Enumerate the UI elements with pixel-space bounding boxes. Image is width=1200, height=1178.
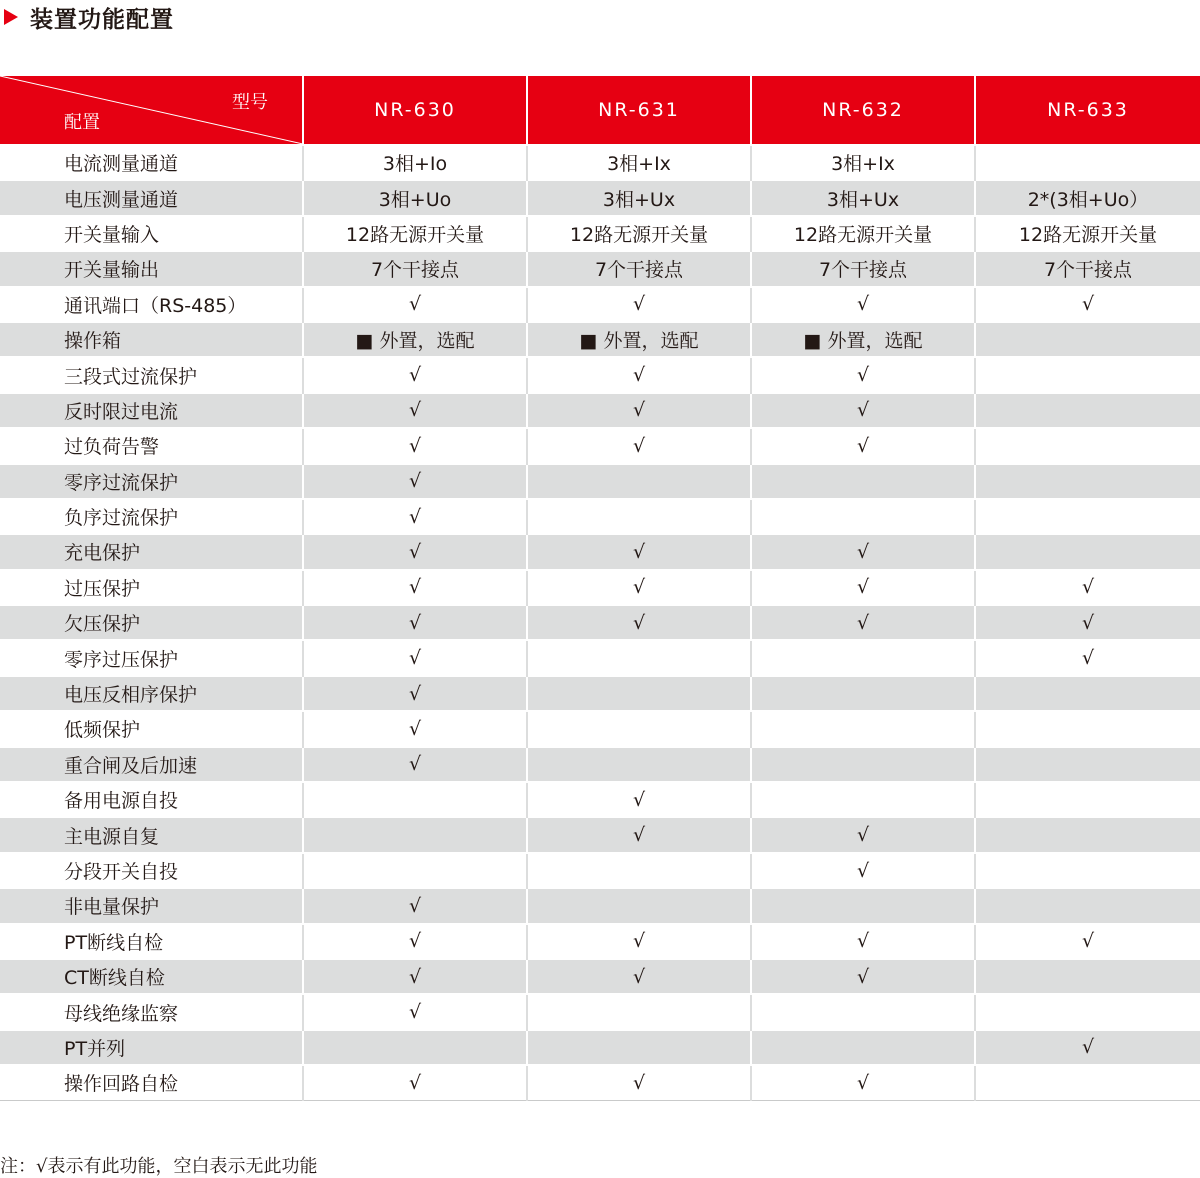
row-cell-nr633: √ (975, 605, 1200, 640)
row-cell-nr630: √ (303, 287, 527, 322)
row-cell-nr632: 7个干接点 (751, 251, 975, 286)
row-cell-nr631: 3相+Ux (527, 180, 751, 215)
row-cell-nr633: √ (975, 640, 1200, 675)
row-cell-nr631: √ (527, 1065, 751, 1100)
row-feature-label: 主电源自复 (0, 817, 303, 852)
row-cell-nr631: √ (527, 393, 751, 428)
row-cell-nr631: √ (527, 534, 751, 569)
row-cell-nr632: ■ 外置，选配 (751, 322, 975, 357)
row-cell-nr632 (751, 464, 975, 499)
row-cell-nr631 (527, 499, 751, 534)
row-feature-label: PT并列 (0, 1030, 303, 1065)
row-cell-nr630: √ (303, 393, 527, 428)
section-title (0, 0, 174, 34)
row-feature-label: 零序过流保护 (0, 464, 303, 499)
row-feature-label: 充电保护 (0, 534, 303, 569)
row-cell-nr633: 7个干接点 (975, 251, 1200, 286)
row-cell-nr631 (527, 853, 751, 888)
row-feature-label: 备用电源自投 (0, 782, 303, 817)
row-feature-label: 操作箱 (0, 322, 303, 357)
row-cell-nr631: √ (527, 287, 751, 322)
row-cell-nr630: √ (303, 924, 527, 959)
row-cell-nr630: √ (303, 1065, 527, 1100)
row-cell-nr630: √ (303, 428, 527, 463)
row-feature-label: 零序过压保护 (0, 640, 303, 675)
row-cell-nr633 (975, 676, 1200, 711)
row-cell-nr632: √ (751, 605, 975, 640)
table-row (0, 747, 1200, 782)
row-cell-nr631: √ (527, 782, 751, 817)
row-cell-nr632: 12路无源开关量 (751, 216, 975, 251)
row-cell-nr633 (975, 357, 1200, 392)
row-cell-nr630: 3相+Uo (303, 180, 527, 215)
row-cell-nr630: 12路无源开关量 (303, 216, 527, 251)
row-feature-label: 过压保护 (0, 570, 303, 605)
triangle-arrow-icon (4, 9, 18, 25)
row-cell-nr633: 12路无源开关量 (975, 216, 1200, 251)
table-row (0, 994, 1200, 1029)
table-row (0, 570, 1200, 605)
row-cell-nr632 (751, 782, 975, 817)
row-cell-nr633 (975, 1065, 1200, 1100)
row-cell-nr630: √ (303, 994, 527, 1029)
row-cell-nr633 (975, 499, 1200, 534)
row-cell-nr633 (975, 534, 1200, 569)
row-cell-nr630 (303, 817, 527, 852)
row-cell-nr631: √ (527, 605, 751, 640)
row-feature-label: 分段开关自投 (0, 853, 303, 888)
row-cell-nr632: √ (751, 570, 975, 605)
row-feature-label: 开关量输入 (0, 216, 303, 251)
row-feature-label: PT断线自检 (0, 924, 303, 959)
table-row (0, 605, 1200, 640)
row-feature-label: 开关量输出 (0, 251, 303, 286)
row-cell-nr630: √ (303, 888, 527, 923)
table-row (0, 357, 1200, 392)
table-row (0, 428, 1200, 463)
row-feature-label: 三段式过流保护 (0, 357, 303, 392)
row-cell-nr630: 7个干接点 (303, 251, 527, 286)
row-cell-nr630: √ (303, 959, 527, 994)
row-cell-nr632 (751, 994, 975, 1029)
row-cell-nr632: √ (751, 428, 975, 463)
table-row (0, 287, 1200, 322)
header-model-nr631: NR-631 (527, 76, 751, 145)
row-cell-nr632: √ (751, 853, 975, 888)
row-cell-nr630: √ (303, 357, 527, 392)
table-row (0, 464, 1200, 499)
table-row (0, 322, 1200, 357)
header-config-label: 配置 (64, 112, 100, 133)
row-cell-nr631: √ (527, 570, 751, 605)
table-footnote: 注：√表示有此功能，空白表示无此功能 (0, 1156, 318, 1177)
table-row (0, 711, 1200, 746)
row-cell-nr631: 12路无源开关量 (527, 216, 751, 251)
table-row (0, 888, 1200, 923)
row-cell-nr633 (975, 817, 1200, 852)
row-cell-nr632: √ (751, 817, 975, 852)
table-row (0, 1065, 1200, 1100)
row-cell-nr630: √ (303, 676, 527, 711)
row-cell-nr631: √ (527, 357, 751, 392)
row-feature-label: 通讯端口（RS-485） (0, 287, 303, 322)
row-cell-nr630: √ (303, 464, 527, 499)
row-cell-nr633 (975, 747, 1200, 782)
row-cell-nr632 (751, 640, 975, 675)
row-cell-nr632 (751, 676, 975, 711)
row-cell-nr633 (975, 888, 1200, 923)
table-row (0, 216, 1200, 251)
header-model-nr632: NR-632 (751, 76, 975, 145)
row-feature-label: 负序过流保护 (0, 499, 303, 534)
row-cell-nr630: √ (303, 605, 527, 640)
row-cell-nr633 (975, 393, 1200, 428)
row-feature-label: 重合闸及后加速 (0, 747, 303, 782)
row-cell-nr632 (751, 711, 975, 746)
row-cell-nr632: √ (751, 959, 975, 994)
table-row (0, 499, 1200, 534)
table-body (0, 145, 1200, 1100)
row-cell-nr633 (975, 322, 1200, 357)
table-row (0, 817, 1200, 852)
row-cell-nr630: √ (303, 499, 527, 534)
row-cell-nr631: √ (527, 428, 751, 463)
row-cell-nr633 (975, 428, 1200, 463)
row-cell-nr631: √ (527, 959, 751, 994)
row-cell-nr632: 3相+Ix (751, 145, 975, 180)
row-cell-nr633 (975, 959, 1200, 994)
row-cell-nr633: √ (975, 1030, 1200, 1065)
row-cell-nr633 (975, 145, 1200, 180)
row-cell-nr630: √ (303, 640, 527, 675)
row-feature-label: 电压测量通道 (0, 180, 303, 215)
row-cell-nr630: √ (303, 570, 527, 605)
row-cell-nr631: 3相+Ix (527, 145, 751, 180)
row-cell-nr633 (975, 782, 1200, 817)
row-cell-nr630: √ (303, 534, 527, 569)
table-row (0, 145, 1200, 180)
row-feature-label: CT断线自检 (0, 959, 303, 994)
row-cell-nr630: ■ 外置，选配 (303, 322, 527, 357)
row-cell-nr632: √ (751, 357, 975, 392)
row-cell-nr631 (527, 994, 751, 1029)
row-cell-nr631 (527, 676, 751, 711)
row-cell-nr632 (751, 499, 975, 534)
row-cell-nr633 (975, 464, 1200, 499)
row-feature-label: 电流测量通道 (0, 145, 303, 180)
row-feature-label: 母线绝缘监察 (0, 994, 303, 1029)
row-cell-nr631 (527, 464, 751, 499)
table-row (0, 782, 1200, 817)
feature-config-table (0, 76, 1200, 1101)
table-row (0, 393, 1200, 428)
row-cell-nr632: √ (751, 534, 975, 569)
row-cell-nr630: 3相+Io (303, 145, 527, 180)
row-cell-nr631 (527, 711, 751, 746)
row-cell-nr633: √ (975, 287, 1200, 322)
row-cell-nr631: 7个干接点 (527, 251, 751, 286)
row-cell-nr631: √ (527, 817, 751, 852)
row-cell-nr633: √ (975, 570, 1200, 605)
row-cell-nr630: √ (303, 747, 527, 782)
table-header-row (0, 76, 1200, 145)
row-cell-nr633: 2*(3相+Uo） (975, 180, 1200, 215)
row-feature-label: 欠压保护 (0, 605, 303, 640)
row-cell-nr632 (751, 747, 975, 782)
table-row (0, 853, 1200, 888)
header-corner-cell (0, 76, 303, 145)
row-feature-label: 过负荷告警 (0, 428, 303, 463)
row-cell-nr632: 3相+Ux (751, 180, 975, 215)
row-cell-nr631 (527, 640, 751, 675)
row-cell-nr633 (975, 994, 1200, 1029)
row-feature-label: 反时限过电流 (0, 393, 303, 428)
table-row (0, 924, 1200, 959)
table-row (0, 180, 1200, 215)
row-cell-nr631 (527, 747, 751, 782)
row-cell-nr631: √ (527, 924, 751, 959)
row-feature-label: 非电量保护 (0, 888, 303, 923)
row-cell-nr631: ■ 外置，选配 (527, 322, 751, 357)
table-row (0, 1030, 1200, 1065)
row-cell-nr632: √ (751, 924, 975, 959)
row-cell-nr632: √ (751, 1065, 975, 1100)
row-cell-nr630: √ (303, 711, 527, 746)
row-cell-nr630 (303, 782, 527, 817)
row-cell-nr632: √ (751, 287, 975, 322)
header-model-nr633: NR-633 (975, 76, 1200, 145)
row-cell-nr632 (751, 1030, 975, 1065)
row-cell-nr630 (303, 1030, 527, 1065)
row-cell-nr631 (527, 1030, 751, 1065)
table-row (0, 534, 1200, 569)
header-model-nr630: NR-630 (303, 76, 527, 145)
row-cell-nr632 (751, 888, 975, 923)
table-row (0, 640, 1200, 675)
header-model-label: 型号 (232, 92, 268, 113)
row-cell-nr631 (527, 888, 751, 923)
row-feature-label: 电压反相序保护 (0, 676, 303, 711)
row-cell-nr632: √ (751, 393, 975, 428)
page-title: 装置功能配置 (30, 6, 174, 33)
row-cell-nr633: √ (975, 924, 1200, 959)
row-feature-label: 低频保护 (0, 711, 303, 746)
table-row (0, 959, 1200, 994)
row-feature-label: 操作回路自检 (0, 1065, 303, 1100)
row-cell-nr633 (975, 711, 1200, 746)
table-row (0, 676, 1200, 711)
row-cell-nr630 (303, 853, 527, 888)
table-row (0, 251, 1200, 286)
row-cell-nr633 (975, 853, 1200, 888)
